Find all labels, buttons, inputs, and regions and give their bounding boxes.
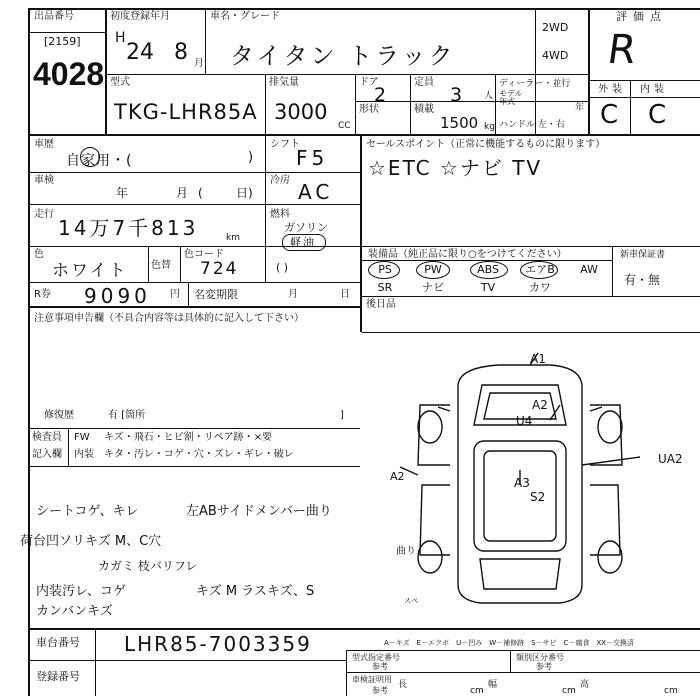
grade-label: 評価点 bbox=[616, 10, 667, 23]
inspection-day: 日) bbox=[236, 186, 253, 200]
sales-label: セールスポイント（正常に機能するものに限ります） bbox=[366, 139, 606, 150]
caution-label: 注意事項申告欄（不具合内容等は具体的に記入して下さい） bbox=[34, 313, 304, 324]
interior-items: キタ・汚レ・コゲ・穴・ズレ・ギレ・破レ bbox=[104, 449, 294, 460]
size-ref: 参考 bbox=[372, 686, 388, 695]
ac-label: 冷房 bbox=[270, 175, 290, 186]
diagram-mark-a1: A1 bbox=[530, 352, 546, 366]
entry-label: 記入欄 bbox=[32, 449, 62, 460]
width-unit: cm bbox=[562, 686, 576, 696]
equip-pw-circle bbox=[416, 261, 450, 279]
class-label: 類別区分番号 bbox=[516, 653, 564, 662]
inspector-label: 検査員 bbox=[32, 432, 62, 443]
recycle-label: R券 bbox=[34, 289, 51, 300]
fuel-circle bbox=[282, 234, 326, 251]
doors-label: ドア bbox=[359, 77, 379, 88]
diagram-mark-ua2: UA2 bbox=[658, 452, 683, 466]
reg-month: 8 bbox=[174, 40, 188, 65]
inspection-open: ( bbox=[198, 186, 203, 200]
class-ref: 参考 bbox=[536, 662, 552, 671]
diagram-mark-u4: U4 bbox=[516, 414, 533, 428]
mileage-label: 走行 bbox=[34, 209, 54, 220]
grade-value: R bbox=[604, 27, 640, 73]
title-label: 名変期限 bbox=[194, 288, 238, 301]
doors-value: 2 bbox=[374, 84, 387, 106]
load-value: 1500 bbox=[440, 114, 479, 132]
diagram-legend: A－キズ E－エクボ U－凹み W－補修跡 S－サビ C－腐食 XX－交換済 bbox=[384, 639, 635, 647]
equip-abs-circle bbox=[470, 261, 508, 279]
color-change-label: 色替 bbox=[151, 260, 171, 271]
note-line-2: 左ABサイドメンバー曲り bbox=[186, 504, 332, 519]
model-year-unit: 年 bbox=[575, 103, 585, 113]
chassis-value: LHR85-7003359 bbox=[124, 632, 312, 656]
model-cert-ref: 参考 bbox=[372, 662, 388, 671]
exterior-label: 外装 bbox=[598, 84, 626, 95]
fuel-label: 燃料 bbox=[270, 209, 290, 220]
chassis-label: 車台番号 bbox=[36, 636, 80, 649]
fw-label: FW bbox=[74, 432, 90, 443]
note-line-3: 荷台凹ソリキズ M、C穴 bbox=[20, 534, 162, 549]
new-car-label: 新車保証書 bbox=[620, 250, 666, 260]
load-label: 積載 bbox=[414, 104, 434, 115]
history-value: 自家用・( bbox=[66, 153, 133, 169]
frame-top bbox=[28, 8, 700, 10]
equip-navi: ナビ bbox=[422, 281, 444, 294]
lot-sub: [2159] bbox=[44, 35, 81, 48]
displacement-value: 3000 bbox=[274, 100, 328, 124]
shift-value: F5 bbox=[296, 146, 329, 170]
frame-left bbox=[28, 8, 30, 696]
equip-pw: PW bbox=[424, 263, 442, 276]
model-label: 型式 bbox=[110, 77, 130, 88]
note-line-6: キズ M ラスキズ、S bbox=[196, 584, 315, 599]
repair-close: ] bbox=[340, 410, 344, 421]
displacement-unit: CC bbox=[338, 121, 351, 131]
diagram-bottom-label: スペ bbox=[404, 597, 418, 605]
model-cert-label: 型式指定番号 bbox=[352, 653, 400, 662]
displacement-label: 排気量 bbox=[269, 77, 299, 88]
diagram-mark-s2: S2 bbox=[530, 490, 546, 504]
equip-leather: カワ bbox=[529, 281, 551, 294]
note-line-7: カンバンキズ bbox=[36, 604, 113, 619]
recycle-value: 9090 bbox=[84, 284, 151, 308]
note-line-5: 内装汚レ、コゲ bbox=[36, 584, 126, 599]
new-car-value: 有・無 bbox=[624, 273, 661, 287]
reg-month-unit: 月 bbox=[194, 58, 204, 69]
note-line-1: シートコゲ、キレ bbox=[36, 504, 139, 519]
equip-aw: AW bbox=[580, 263, 598, 276]
diagram-mark-a2: A2 bbox=[532, 398, 548, 412]
diagram-mark-a2-left: A2 bbox=[390, 470, 405, 483]
reg-number-label: 登録番号 bbox=[36, 670, 80, 683]
title-month: 月 bbox=[288, 289, 298, 300]
exterior-grade: C bbox=[600, 100, 619, 130]
vehicle-diagram bbox=[370, 345, 700, 620]
car-name: タイタン トラック bbox=[230, 42, 456, 70]
model-value: TKG-LHR85A bbox=[114, 100, 258, 124]
after-label: 後日品 bbox=[366, 299, 396, 310]
note-line-4: カガミ 枝バリフレ bbox=[98, 559, 198, 573]
color-value: ホワイト bbox=[52, 261, 128, 281]
equip-ps-circle bbox=[368, 261, 400, 279]
fuel-diesel: 軽油 bbox=[290, 236, 316, 249]
reg-era: H bbox=[115, 30, 126, 46]
interior-grade: C bbox=[648, 100, 667, 130]
width-label: 幅 bbox=[488, 680, 498, 690]
mileage-unit: km bbox=[226, 233, 240, 243]
mileage-value: 14万7千813 bbox=[58, 216, 199, 240]
fuel-paren: ( ) bbox=[276, 261, 289, 274]
color-label: 色 bbox=[34, 249, 44, 260]
inspection-year: 年 bbox=[116, 186, 129, 200]
length-label: 長 bbox=[398, 680, 408, 690]
handle-label: ハンドル 左・右 bbox=[499, 120, 565, 130]
recycle-unit: 円 bbox=[170, 289, 180, 300]
diagram-mark-a3: A3 bbox=[514, 476, 530, 490]
interior-note-label: 内装 bbox=[74, 449, 94, 460]
history-label: 車歴 bbox=[34, 139, 54, 150]
history-close: ) bbox=[248, 150, 254, 165]
car-name-label: 車名・グレード bbox=[210, 11, 280, 22]
interior-label: 内装 bbox=[640, 84, 668, 95]
history-circle bbox=[80, 147, 100, 167]
shift-label: シフト bbox=[270, 139, 300, 150]
equipment-label: 装備品（純正品に限り○をつけてください） bbox=[368, 249, 567, 260]
sales-value: ☆ETC ☆ナビ TV bbox=[368, 156, 543, 180]
equip-ps: PS bbox=[378, 263, 392, 276]
drive-4wd: 4WD bbox=[542, 49, 569, 62]
inspection-label: 車検 bbox=[34, 175, 54, 186]
equip-airbag-circle bbox=[520, 261, 558, 279]
capacity-unit: 人 bbox=[484, 91, 494, 101]
fuel-gas: ガソリン bbox=[284, 221, 328, 234]
model-year-label: モデル年式 bbox=[499, 89, 523, 106]
lot-number: 4028 bbox=[33, 56, 105, 92]
equip-tv: TV bbox=[480, 281, 496, 294]
repair-value: 有 [箇所 bbox=[108, 410, 146, 421]
diagram-mark-bend: 曲り bbox=[396, 546, 416, 557]
color-code-value: 724 bbox=[200, 259, 239, 279]
dealer-label: ディーラー・並行 bbox=[499, 79, 571, 89]
ac-value: AC bbox=[298, 180, 334, 204]
equip-sr: SR bbox=[377, 281, 393, 294]
color-code-label: 色コード bbox=[184, 249, 224, 260]
title-day: 日 bbox=[340, 289, 350, 300]
height-unit: cm bbox=[664, 686, 678, 696]
inspection-month: 月 bbox=[176, 186, 189, 200]
shape-label: 形状 bbox=[359, 104, 379, 115]
equip-abs: ABS bbox=[477, 263, 499, 276]
drive-2wd: 2WD bbox=[542, 21, 569, 34]
first-reg-label: 初度登録年月 bbox=[110, 11, 170, 22]
equip-airbag: エアB bbox=[525, 263, 555, 276]
repair-label: 修復歴 bbox=[44, 410, 74, 421]
length-unit: cm bbox=[470, 686, 484, 696]
capacity-label: 定員 bbox=[414, 77, 434, 88]
capacity-value: 3 bbox=[450, 84, 463, 106]
load-unit: kg bbox=[484, 122, 495, 132]
fw-items: キズ・飛石・ヒビ割・リペア跡・×要 bbox=[104, 432, 272, 443]
height-label: 高 bbox=[580, 680, 590, 690]
reg-year: 24 bbox=[126, 40, 154, 65]
lot-label: 出品番号 bbox=[34, 11, 74, 22]
size-label: 車検証明用 bbox=[352, 675, 392, 684]
